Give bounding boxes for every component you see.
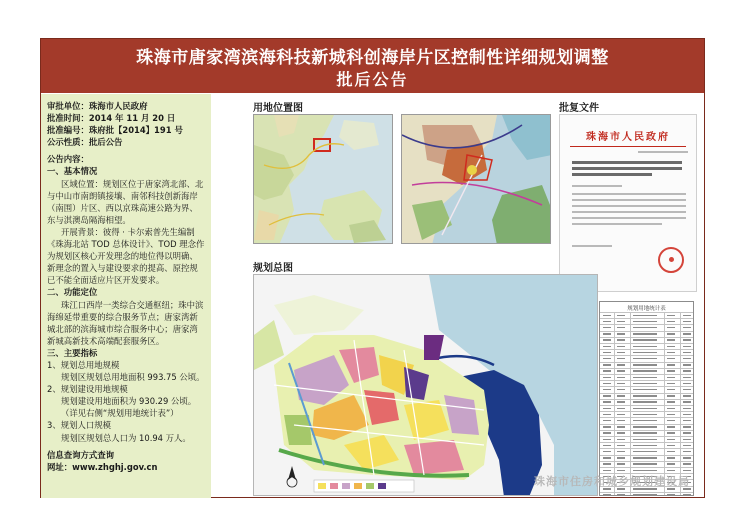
table-cell-text (603, 389, 611, 391)
table-cell-text (603, 494, 611, 496)
table-cell-text (667, 377, 675, 379)
table-row-line (600, 405, 693, 406)
table-cell-text (633, 358, 657, 360)
table-cell-text (667, 321, 675, 323)
indicator-2-detail: 规划建设用地面积为 930.29 公顷。（详见右侧“规划用地统计表”） (61, 396, 197, 419)
table-cell-text (683, 352, 691, 354)
table-cell-text (683, 383, 691, 385)
table-row-line (600, 349, 693, 350)
table-cell-text (617, 377, 625, 379)
table-row-line (600, 380, 693, 381)
table-cell-text (683, 432, 691, 434)
notice-subtitle: 批后公告 (336, 70, 409, 89)
table-cell-text (667, 383, 675, 385)
table-cell-text (683, 494, 691, 496)
table-caption: 规划用地统计表 (627, 306, 666, 312)
table-cell-text (683, 445, 691, 447)
table-cell-text (667, 439, 675, 441)
table-row-line (600, 424, 693, 425)
table-cell-text (667, 358, 675, 360)
table-cell-text (603, 315, 611, 317)
content-heading: 公告内容： (47, 154, 89, 165)
official-seal (658, 247, 684, 273)
table-cell-text (603, 432, 611, 434)
section-2-title: 二、功能定位 (47, 287, 98, 298)
table-cell-text (617, 389, 625, 391)
table-cell-text (617, 346, 625, 348)
table-cell-text (603, 445, 611, 447)
table-cell-text (603, 439, 611, 441)
table-cell-text (683, 420, 691, 422)
table-cell-text (633, 315, 657, 317)
table-row-line (600, 461, 693, 462)
table-cell-text (617, 426, 625, 428)
table-cell-text (667, 451, 675, 453)
table-row-line (600, 368, 693, 369)
table-row-line (600, 331, 693, 332)
table-row-line (600, 467, 693, 468)
table-cell-text (603, 321, 611, 323)
table-cell-text (633, 352, 657, 354)
table-cell-text (633, 389, 657, 391)
table-cell-text (617, 451, 625, 453)
table-cell-text (633, 494, 657, 496)
notice-title: 珠海市唐家湾滨海科技新城科创海岸片区控制性详细规划调整 (136, 48, 609, 68)
table-cell-text (683, 408, 691, 410)
table-cell-text (603, 327, 611, 329)
table-cell-text (617, 370, 625, 372)
table-cell-text (617, 358, 625, 360)
approval-date-line: 批准时间：2014 年 11 月 20 日 (47, 113, 176, 124)
table-cell-text (603, 457, 611, 459)
table-cell-text (617, 494, 625, 496)
table-row-line (600, 436, 693, 437)
table-row-line (600, 386, 693, 387)
table-cell-text (683, 463, 691, 465)
table-cell-text (617, 395, 625, 397)
table-cell-text (633, 333, 657, 335)
table-cell-text (633, 470, 657, 472)
table-cell-text (667, 432, 675, 434)
table-cell-text (667, 370, 675, 372)
table-cell-text (667, 364, 675, 366)
table-cell-text (633, 370, 657, 372)
table-cell-text (683, 451, 691, 453)
table-cell-text (603, 352, 611, 354)
table-cell-text (633, 364, 657, 366)
section-1-background: 开展背景：彼得 · 卡尔索普先生编制《珠海北站 TOD 总体设计》、TOD 理念作为规划区核心开发理念的地位得以明确、新理念的置入与建设要求的提高、原控规已不能全面适应片区开发要求。 (47, 226, 205, 286)
table-cell-text (667, 333, 675, 335)
table-row-line (600, 411, 693, 412)
table-cell-text (667, 352, 675, 354)
regional-location-map (253, 114, 393, 244)
table-cell-text (683, 370, 691, 372)
table-cell-text (683, 395, 691, 397)
table-cell-text (667, 414, 675, 416)
table-row-line (600, 374, 693, 375)
table-cell-text (683, 470, 691, 472)
table-row-line (600, 362, 693, 363)
table-cell-text (683, 389, 691, 391)
table-cell-text (633, 414, 657, 416)
section-1-location: 区域位置：规划区位于唐家湾北部、北与中山市南朗镇接壤、南邻科技创新海岸（南围）片区、西以京珠高速公路为界、东与淇澳岛隔海相望。 (47, 178, 204, 225)
table-cell-text (633, 451, 657, 453)
table-cell-text (617, 383, 625, 385)
table-cell-text (617, 321, 625, 323)
table-cell-text (617, 364, 625, 366)
table-row-line (600, 324, 693, 325)
table-row-line (600, 399, 693, 400)
table-cell-text (617, 315, 625, 317)
table-cell-text (633, 432, 657, 434)
table-cell-text (667, 339, 675, 341)
table-row-line (600, 393, 693, 394)
table-cell-text (603, 370, 611, 372)
table-cell-text (667, 463, 675, 465)
table-cell-text (683, 339, 691, 341)
master-plan-map (253, 274, 598, 496)
table-cell-text (633, 457, 657, 459)
table-cell-text (633, 463, 657, 465)
table-row-line (600, 337, 693, 338)
table-row-line (600, 318, 693, 319)
site-location-map (401, 114, 551, 244)
notice-nature-line: 公示性质：批后公告 (47, 137, 123, 148)
table-cell-text (683, 333, 691, 335)
indicator-2-title: 2、规划建设用地规模 (47, 384, 128, 395)
table-cell-text (617, 401, 625, 403)
table-cell-text (683, 414, 691, 416)
table-cell-text (617, 327, 625, 329)
table-cell-text (617, 333, 625, 335)
table-cell-text (633, 426, 657, 428)
table-cell-text (617, 420, 625, 422)
table-cell-text (603, 463, 611, 465)
table-cell-text (617, 432, 625, 434)
table-cell-text (667, 420, 675, 422)
indicator-3-title: 3、规划人口规模 (47, 420, 111, 431)
table-cell-text (683, 401, 691, 403)
table-cell-text (633, 346, 657, 348)
table-cell-text (683, 364, 691, 366)
approver-line: 审批单位：珠海市人民政府 (47, 101, 148, 111)
table-cell-text (633, 377, 657, 379)
table-cell-text (633, 445, 657, 447)
master-plan-title: 规划总图 (253, 263, 293, 274)
table-cell-text (617, 339, 625, 341)
table-row-line (600, 492, 693, 493)
table-cell-text (617, 463, 625, 465)
table-cell-text (667, 470, 675, 472)
notice-board (40, 38, 705, 498)
table-cell-text (603, 401, 611, 403)
table-cell-text (633, 408, 657, 410)
table-cell-text (617, 457, 625, 459)
indicator-1-detail: 规划区规划总用地面积 993.75 公顷。 (61, 372, 205, 383)
section-1-title: 一、基本情况 (47, 166, 98, 177)
table-cell-text (683, 327, 691, 329)
table-cell-text (633, 383, 657, 385)
notice-text-panel (41, 94, 211, 498)
table-cell-text (617, 408, 625, 410)
table-cell-text (683, 377, 691, 379)
table-cell-text (667, 426, 675, 428)
table-cell-text (603, 346, 611, 348)
website-line: 网址：www.zhghj.gov.cn (47, 461, 158, 472)
table-cell-text (633, 395, 657, 397)
table-cell-text (633, 321, 657, 323)
table-cell-text (667, 327, 675, 329)
table-cell-text (617, 352, 625, 354)
footer-credit: 珠海市住房和城乡规划建设局 (534, 475, 690, 488)
table-cell-text (603, 420, 611, 422)
table-cell-text (683, 439, 691, 441)
table-cell-text (603, 358, 611, 360)
table-cell-text (603, 377, 611, 379)
approval-document (559, 114, 697, 292)
table-row-line (600, 430, 693, 431)
title-banner (41, 39, 704, 93)
table-cell-text (633, 339, 657, 341)
table-cell-text (667, 457, 675, 459)
document-header: 珠海市人民政府 (586, 132, 670, 143)
table-cell-text (683, 426, 691, 428)
table-cell-text (633, 327, 657, 329)
table-cell-text (633, 401, 657, 403)
table-row-line (600, 448, 693, 449)
table-cell-text (633, 420, 657, 422)
table-cell-text (617, 414, 625, 416)
table-cell-text (603, 339, 611, 341)
table-cell-text (603, 395, 611, 397)
table-cell-text (667, 395, 675, 397)
table-cell-text (683, 457, 691, 459)
table-cell-text (603, 333, 611, 335)
location-map-title: 用地位置图 (253, 103, 303, 114)
table-cell-text (667, 494, 675, 496)
approval-doc-title: 批复文件 (559, 103, 599, 114)
indicator-3-detail: 规划区规划总人口为 10.94 万人。 (61, 432, 191, 443)
table-cell-text (603, 451, 611, 453)
table-cell-text (667, 389, 675, 391)
table-cell-text (683, 321, 691, 323)
table-cell-text (667, 408, 675, 410)
table-row-line (600, 455, 693, 456)
table-cell-text (667, 401, 675, 403)
table-cell-text (603, 470, 611, 472)
table-row-line (600, 343, 693, 344)
contact-title: 信息查询方式查询 (47, 449, 114, 460)
table-cell-text (683, 358, 691, 360)
table-cell-text (667, 315, 675, 317)
table-cell-text (617, 439, 625, 441)
table-cell-text (603, 408, 611, 410)
approval-number-line: 批准编号：珠府批【2014】191 号 (47, 125, 183, 136)
table-cell-text (603, 426, 611, 428)
table-cell-text (603, 383, 611, 385)
land-use-table (599, 301, 694, 496)
table-row-line (600, 355, 693, 356)
table-cell-text (683, 346, 691, 348)
table-cell-text (633, 439, 657, 441)
table-row-line (600, 417, 693, 418)
indicator-1-title: 1、规划总用地规模 (47, 359, 120, 370)
table-cell-text (617, 470, 625, 472)
table-cell-text (603, 364, 611, 366)
table-row-line (600, 442, 693, 443)
table-cell-text (667, 445, 675, 447)
table-cell-text (667, 346, 675, 348)
table-row-line (600, 312, 693, 313)
section-3-title: 三、主要指标 (47, 347, 98, 358)
table-cell-text (617, 445, 625, 447)
section-2-text: 珠江口西岸一类综合交通枢纽；珠中滨海绵延带重要的综合服务节点；唐家湾新城北部的滨海城市综合服务中心；唐家湾新城高新技术高端配套服务区。 (47, 299, 204, 346)
table-cell-text (683, 315, 691, 317)
table-cell-text (603, 414, 611, 416)
